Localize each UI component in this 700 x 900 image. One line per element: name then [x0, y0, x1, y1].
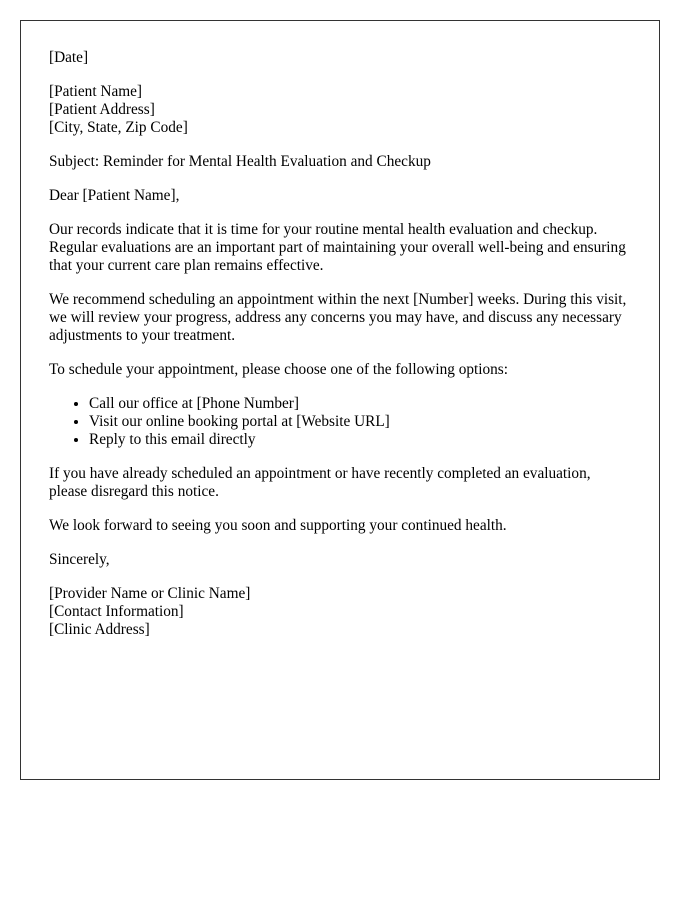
body-paragraph-recommendation: We recommend scheduling an appointment within the next [Number] weeks. During this visit, we will review your progress, address any concerns you may have, and discuss any necessary adjustments to your treatment.	[49, 291, 627, 344]
recipient-address: [Patient Address]	[49, 101, 155, 118]
body-paragraph-schedule-intro: To schedule your appointment, please choose one of the following options:	[49, 361, 509, 378]
recipient-name: [Patient Name]	[49, 83, 143, 100]
letter-page	[20, 20, 660, 780]
option-reply-email: • Reply to this email directly	[89, 431, 631, 449]
signature-provider: [Provider Name or Clinic Name]	[49, 585, 251, 602]
signature-block	[49, 585, 631, 639]
signature-contact: [Contact Information]	[49, 603, 184, 620]
letter-subject: Subject: Reminder for Mental Health Evaluation and Checkup	[49, 153, 431, 170]
body-paragraph-records: Our records indicate that it is time for your routine mental health evaluation and checkup. Regular evaluations are an important part of maintaining your overall well-being and ensuring that your current care plan remains effective.	[49, 221, 626, 274]
recipient-block	[49, 83, 631, 137]
letter-salutation: Dear [Patient Name],	[49, 187, 180, 204]
option-online-portal: • Visit our online booking portal at [Website URL]	[89, 413, 631, 431]
recipient-city-state-zip: [City, State, Zip Code]	[49, 119, 188, 136]
option-call-office: • Call our office at [Phone Number]	[89, 395, 631, 413]
letter-signoff: Sincerely,	[49, 551, 110, 568]
body-paragraph-disregard: If you have already scheduled an appointment or have recently completed an evaluation, please disregard this notice.	[49, 465, 591, 500]
body-paragraph-look-forward: We look forward to seeing you soon and supporting your continued health.	[49, 517, 507, 534]
scheduling-options-list	[49, 395, 631, 449]
letter-date: [Date]	[49, 49, 89, 66]
signature-address: [Clinic Address]	[49, 621, 150, 638]
